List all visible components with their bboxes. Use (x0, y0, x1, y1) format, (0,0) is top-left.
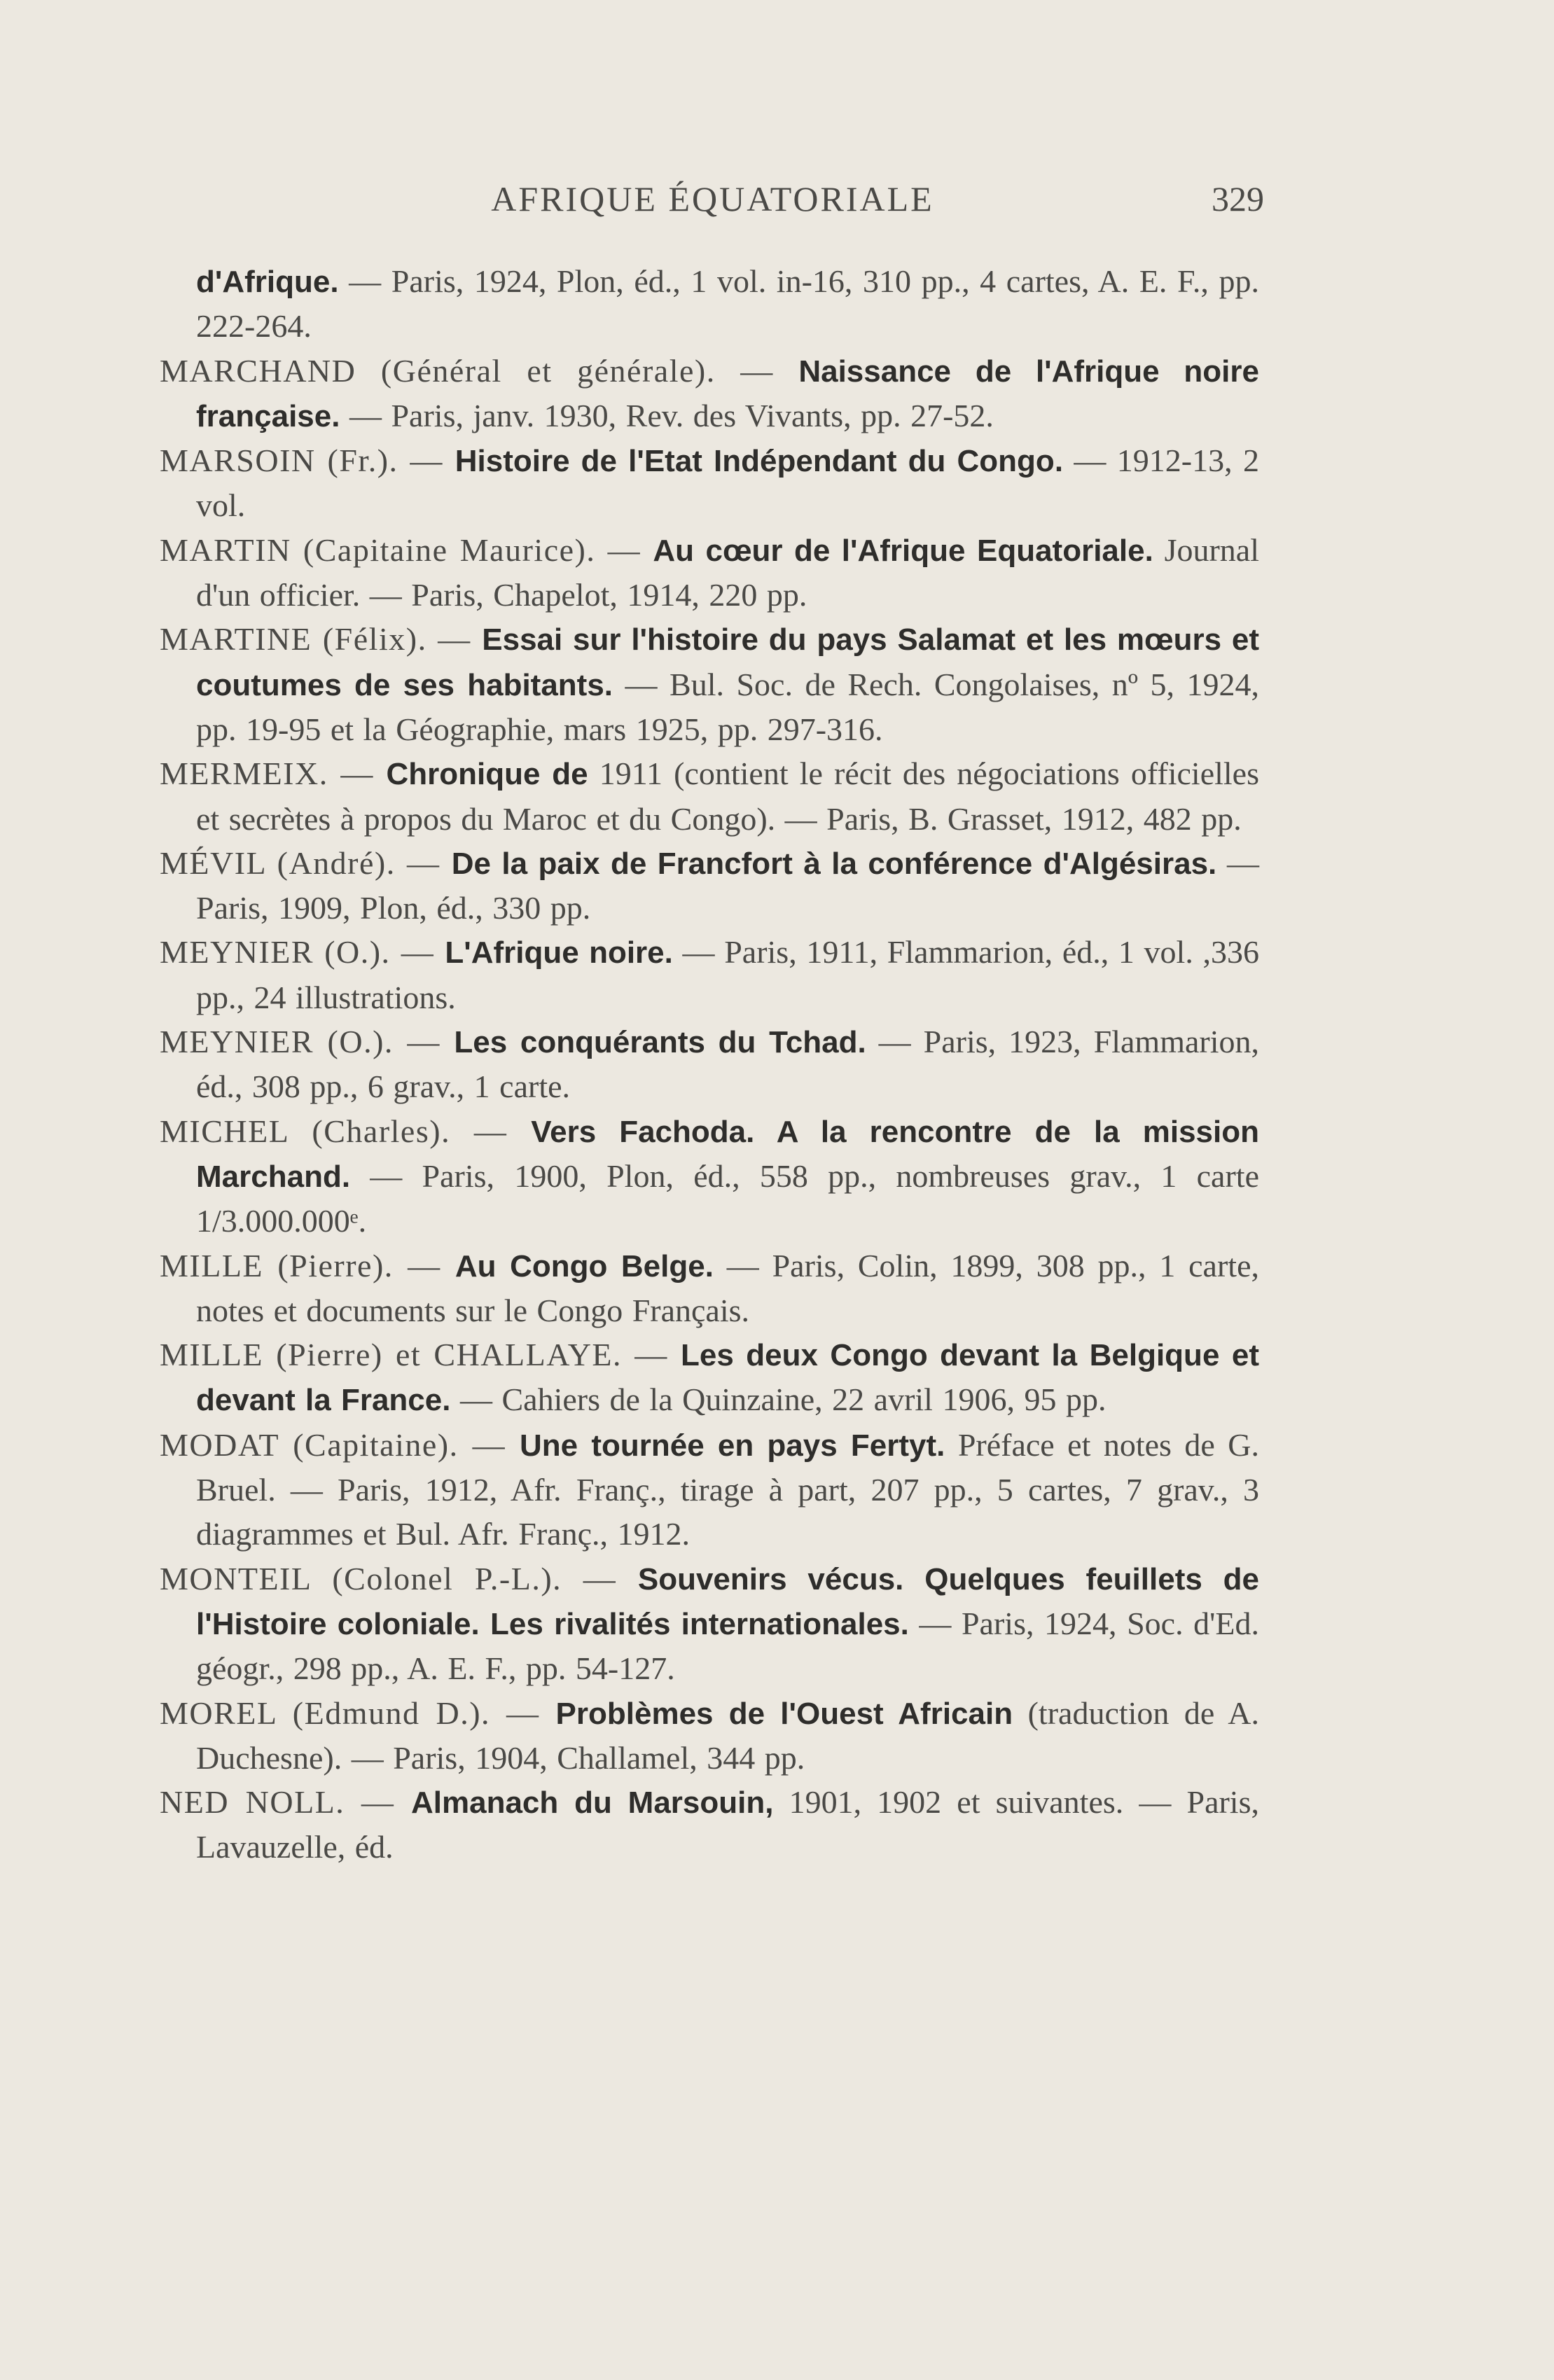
entry-author: MARCHAND (Général et générale). — (160, 352, 799, 389)
bibliography-entry (160, 1423, 1259, 1557)
bibliography-entry (160, 1019, 1259, 1109)
bibliography-entry (160, 930, 1259, 1019)
entry-author: MILLE (Pierre) et CHALLAYE. — (160, 1337, 681, 1373)
page-header (161, 179, 1264, 228)
bibliography-entry (160, 841, 1259, 931)
entry-publication: — Paris, janv. 1930, Rev. des Vivants, pp. 27-52. (340, 397, 994, 433)
entry-publication: Préface et notes de G. Bruel. — Paris, 1912, Afr. Franç., tirage à part, 207 pp., 5 cartes, 7 grav., 3 diagrammes et Bul. Afr. Franç., 1912. (196, 1426, 1259, 1552)
entry-publication: — 1912-13, 2 vol. (196, 443, 1259, 524)
entry-author: MEYNIER (O.). — (160, 934, 445, 970)
entry-publication: — Paris, 1911, Flammarion, éd., 1 vol. ,336 pp., 24 illustrations. (196, 934, 1259, 1015)
entry-publication: 1901, 1902 et suivantes. — Paris, Lavauzelle, éd. (196, 1784, 1259, 1865)
entry-title: Au Congo Belge. (455, 1248, 714, 1283)
entry-title: L'Afrique noire. (445, 935, 673, 970)
entry-title: Vers Fachoda. A la rencontre de la mission Marchand. (196, 1114, 1259, 1194)
entry-title: Almanach du Marsouin, (410, 1786, 774, 1821)
entry-title: Histoire de l'Etat Indépendant du Congo. (455, 444, 1064, 479)
entry-author: MICHEL (Charles). — (160, 1113, 532, 1149)
entry-title: Souvenirs vécus. Quelques feuillets de l'Histoire coloniale. Les rivalités internationales. (196, 1561, 1259, 1641)
bibliography-entry (160, 751, 1259, 841)
bibliography-entry (160, 1780, 1259, 1870)
entry-author: MODAT (Capitaine). — (160, 1426, 520, 1463)
entry-title: Au cœur de l'Afrique Equatoriale. (653, 533, 1153, 568)
entry-title: Problèmes de l'Ouest Africain (555, 1696, 1013, 1731)
entry-publication: 1911 (contient le récit des négociations officielles et secrètes à propos du Maroc et du Congo). — Paris, B. Grasset, 1912, 482 pp. (196, 756, 1259, 837)
entry-publication: — Paris, 1900, Plon, éd., 558 pp., nombreuses grav., 1 carte 1/3.000.000ᵉ. (196, 1157, 1259, 1239)
entry-publication: (traduction de A. Duchesne). — Paris, 1904, Challamel, 344 pp. (196, 1694, 1260, 1776)
entry-publication: — Cahiers de la Quinzaine, 22 avril 1906, 95 pp. (450, 1382, 1106, 1418)
running-title: AFRIQUE ÉQUATORIALE (491, 179, 934, 218)
page-number: 329 (1212, 179, 1264, 218)
bibliography-list (160, 259, 1259, 1870)
entry-title: d'Afrique. (196, 265, 339, 299)
entry-author: MARTIN (Capitaine Maurice). — (160, 531, 653, 568)
entry-publication: — Paris, Colin, 1899, 308 pp., 1 carte, notes et documents sur le Congo Français. (196, 1247, 1259, 1328)
entry-author: MARTINE (Félix). — (160, 621, 483, 657)
entry-title: Les conquérants du Tchad. (454, 1025, 866, 1060)
entry-title: Une tournée en pays Fertyt. (520, 1428, 945, 1463)
entry-publication: — Paris, 1924, Soc. d'Ed. géogr., 298 pp., A. E. F., pp. 54-127. (196, 1605, 1259, 1687)
entry-author: MEYNIER (O.). — (160, 1024, 455, 1060)
bibliography-entry (160, 349, 1259, 439)
entry-publication: — Paris, 1909, Plon, éd., 330 pp. (196, 844, 1259, 926)
entry-title: Essai sur l'histoire du pays Salamat et les mœurs et coutumes de ses habitants. (196, 622, 1259, 702)
bibliography-entry (160, 1557, 1259, 1691)
entry-title: Les deux Congo devant la Belgique et devant la France. (196, 1338, 1259, 1418)
entry-author: MERMEIX. — (160, 756, 387, 792)
entry-author: MILLE (Pierre). — (160, 1247, 455, 1283)
entry-title: Chronique de (386, 757, 588, 792)
bibliography-entry (160, 1332, 1259, 1423)
bibliography-entry (160, 1244, 1259, 1333)
entry-author: MONTEIL (Colonel P.-L.). — (160, 1560, 638, 1596)
bibliography-entry (160, 1691, 1259, 1781)
entry-author: MARSOIN (Fr.). — (160, 443, 455, 479)
entry-publication: Journal d'un officier. — Paris, Chapelot, 1914, 220 pp. (196, 531, 1259, 613)
entry-publication: — Paris, 1924, Plon, éd., 1 vol. in-16, 310 pp., 4 cartes, A. E. F., pp. 222-264. (196, 263, 1259, 345)
bibliography-entry (160, 528, 1259, 618)
bibliography-entry (160, 259, 1259, 349)
entry-author: MOREL (Edmund D.). — (160, 1694, 556, 1731)
bibliography-entry (160, 617, 1259, 751)
bibliography-entry (160, 438, 1259, 528)
entry-author: NED NOLL. — (160, 1784, 411, 1821)
entry-title: Naissance de l'Afrique noire française. (196, 354, 1259, 433)
bibliography-entry (160, 1109, 1259, 1244)
entry-title: De la paix de Francfort à la conférence d'Algésiras. (451, 846, 1217, 881)
entry-publication: — Paris, 1923, Flammarion, éd., 308 pp., 6 grav., 1 carte. (196, 1024, 1259, 1105)
entry-publication: — Bul. Soc. de Rech. Congolaises, nº 5, 1924, pp. 19-95 et la Géographie, mars 1925, pp. 297-316. (196, 666, 1259, 747)
entry-author: MÉVIL (André). — (160, 844, 452, 881)
